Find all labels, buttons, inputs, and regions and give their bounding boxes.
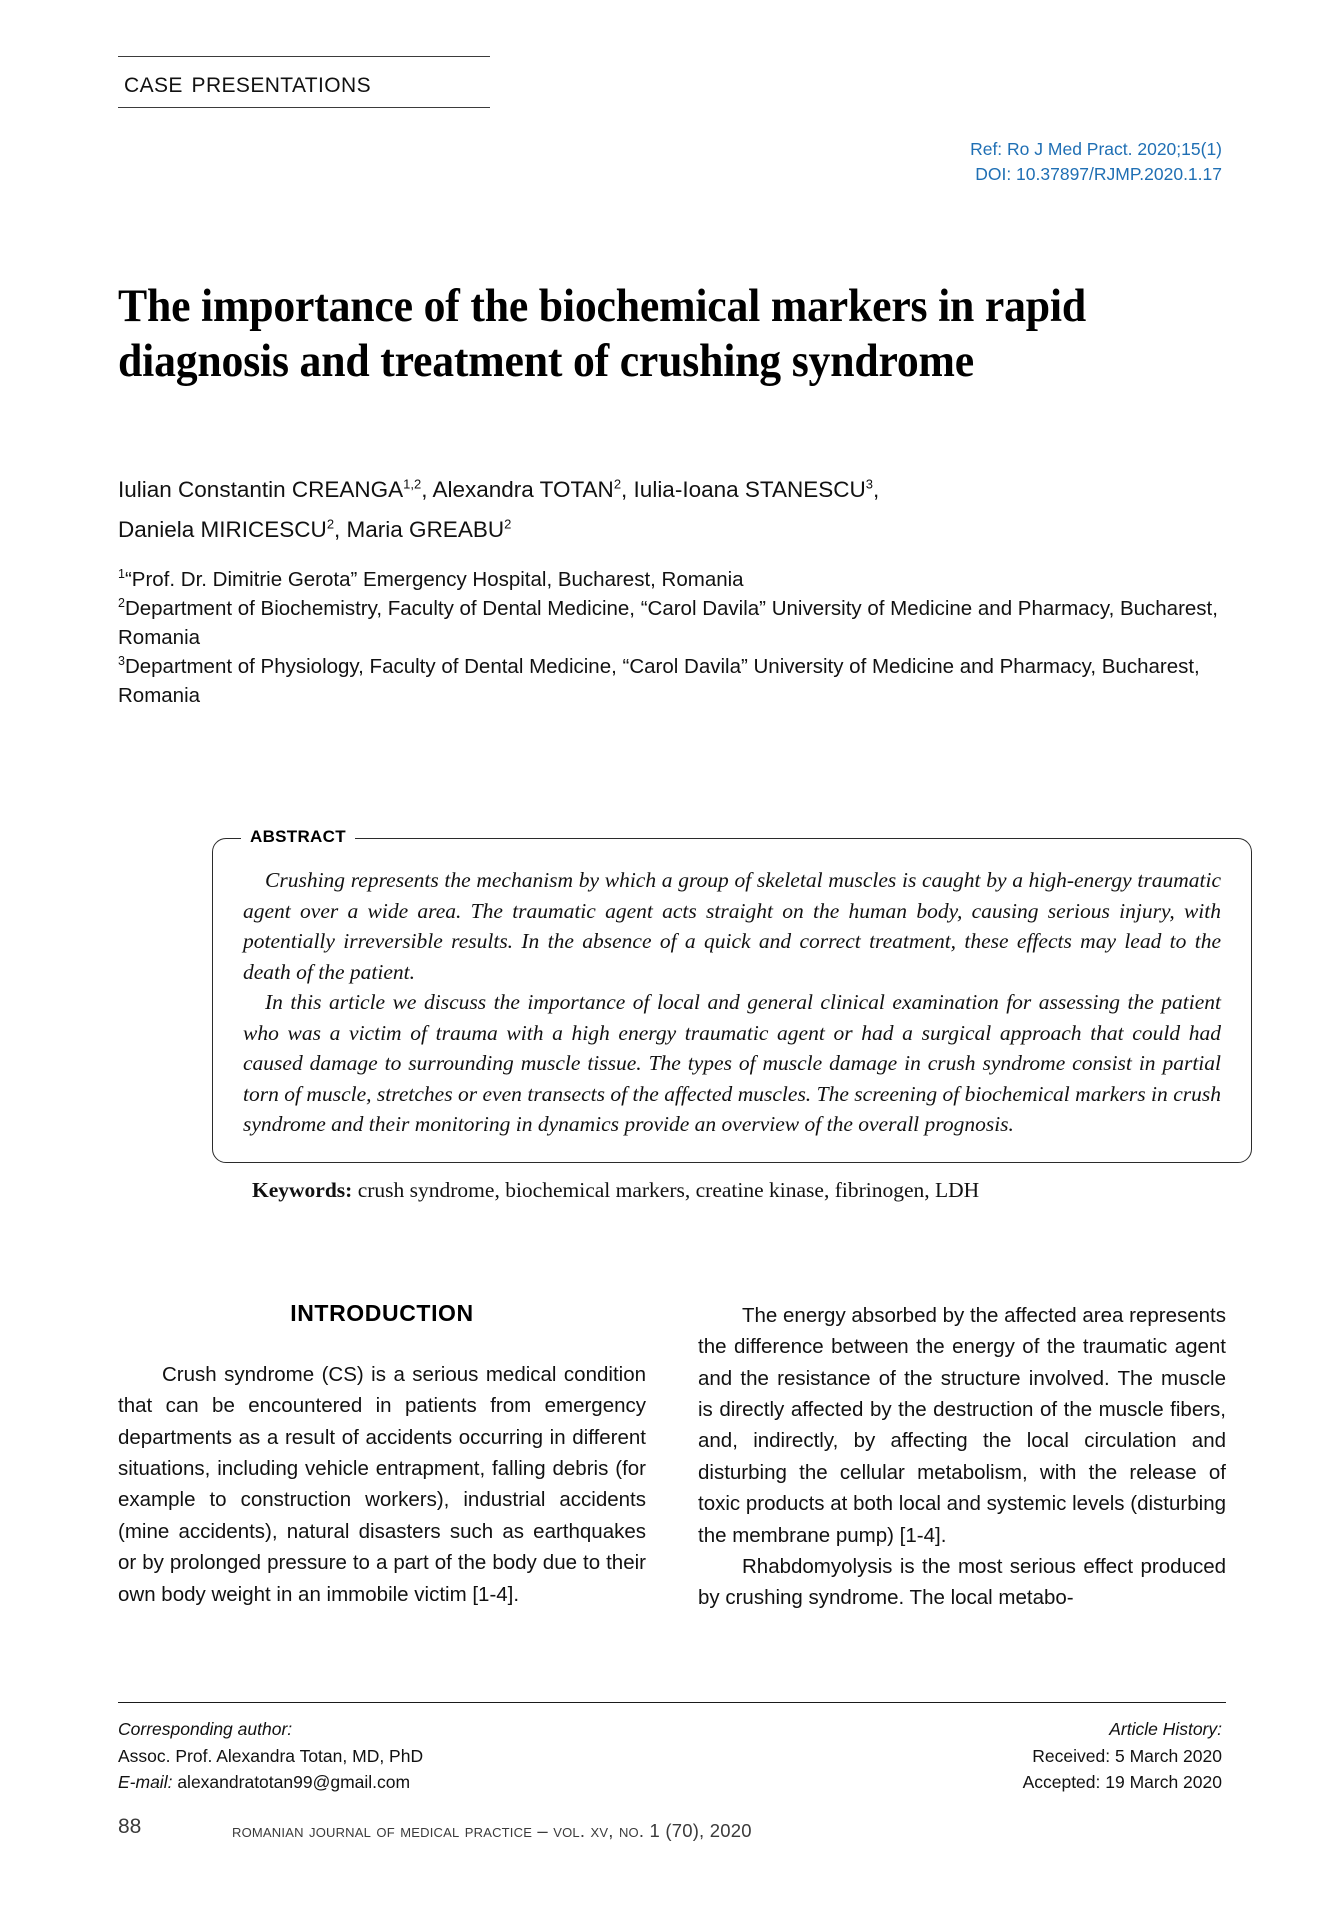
right-column-paragraph-2: Rhabdomyolysis is the most serious effect produced by crushing syndrome. The local metabo- [698,1554,1226,1610]
page-title: The importance of the biochemical markers in rapid diagnosis and treatment of crushing syndrome [118,280,1087,388]
author-separator-3: , [872,477,880,502]
reference-block [970,137,1222,188]
affiliation-3-marker: 3 [118,654,125,669]
page-number: 88 [118,1815,142,1838]
doi-reference[interactable]: DOI: 10.37897/RJMP.2020.1.17 [975,164,1222,185]
introduction-heading: INTRODUCTION [290,1300,474,1326]
body-columns [118,1300,1226,1614]
keywords-line [252,1178,1252,1203]
author-line-1 [118,470,1228,510]
article-accepted-date: Accepted: 19 March 2020 [1022,1772,1222,1793]
affiliation-3-text: Department of Physiology, Faculty of Dental Medicine, “Carol Davila” University of Medicine and Pharmacy, Bucharest, Romania [118,655,1200,708]
author-stanescu-affiliation-marker: 3 [865,476,873,492]
affiliation-2-text: Department of Biochemistry, Faculty of Dental Medicine, “Carol Davila” University of Medicine and Pharmacy, Bucharest, Romania [118,597,1218,650]
corresponding-author-block [118,1716,423,1796]
corresponding-author-name: Assoc. Prof. Alexandra Totan, MD, PhD [118,1745,424,1766]
journal-reference: Ref: Ro J Med Pract. 2020;15(1) [970,139,1222,159]
corresponding-author-email [118,1769,423,1796]
affiliation-2 [118,594,1228,652]
email-value[interactable]: alexandratotan99@gmail.com [177,1772,411,1793]
author-separator-1: , Alexandra TOTAN [421,477,614,502]
abstract-legend: abstract [241,823,355,847]
abstract-box [212,821,1252,1163]
footnote-divider [118,1702,1226,1703]
affiliation-1-text: “Prof. Dr. Dimitrie Gerota” Emergency Hospital, Bucharest, Romania [124,568,744,591]
affiliation-2-marker: 2 [118,596,125,611]
author-totan-affiliation-marker: 2 [613,476,622,492]
author-separator-2: , Iulia-Ioana STANESCU [621,477,866,502]
corresponding-author-label-text: Corresponding author: [118,1719,293,1739]
affiliation-1-marker: 1 [118,567,125,582]
abstract-paragraph-1: Crushing represents the mechanism by which a group of skeletal muscles is caught by a high-energy traumatic agent over a wide area. The traumatic agent acts straight on the human body, causing serious injury, with potentially irreversible results. In the absence of a quick and correct treatment, these effects may lead to the death of the patient. [243,868,1221,984]
journal-footer-line: romanian journal of medical practice – vol. xv, no. 1 (70), 2020 [232,1820,752,1841]
article-history-block [1023,1716,1222,1796]
section-header-label: case presentations [124,66,371,99]
keywords-value: crush syndrome, biochemical markers, creatine kinase, fibrinogen, LDH [357,1178,980,1202]
section-header [118,56,490,108]
author-list [118,470,1228,550]
author-creanga-affiliation-marker: 1,2 [403,476,422,492]
article-received-date: Received: 5 March 2020 [1032,1745,1222,1766]
affiliation-1 [118,565,1228,594]
author-separator-4: , Maria GREABU [334,517,505,543]
abstract-body [243,865,1221,1140]
affiliation-list [118,565,1228,711]
email-label: E-mail: [118,1772,173,1793]
author-creanga: Iulian Constantin CREANGA [118,477,404,502]
left-column-paragraph-1: Crush syndrome (CS) is a serious medical condition that can be encountered in patients from emergency departments as a result of accidents occurring in different situations, including vehicle entrapment, falling debris (for example to construction workers), industrial accidents (mine accidents), natural disasters such as earthquakes or by prolonged pressure to a part of the body due to their own body weight in an immobile victim [1-4]. [118,1363,646,1606]
left-column [118,1300,646,1614]
article-history-label [1023,1716,1222,1743]
right-column [698,1300,1226,1614]
abstract-paragraph-2: In this article we discuss the importance of local and general clinical examination for assessing the patient who was a victim of trauma with a high energy traumatic agent or had a surgical approach that could had caused damage to surrounding muscle tissue. The types of muscle damage in crush syndrome consist in partial torn of muscle, stretches or even transects of the affected muscles. The screening of biochemical markers in crush syndrome and their monitoring in dynamics provide an overview of the overall prognosis. [243,990,1221,1137]
keywords-label: Keywords: [252,1178,353,1202]
author-miricescu-affiliation-marker: 2 [326,516,335,532]
author-greabu-affiliation-marker: 2 [504,516,512,532]
corresponding-author-label [118,1716,423,1743]
author-miricescu: Daniela MIRICESCU [118,517,327,543]
author-line-2 [118,510,1228,550]
header-rule-bottom [118,107,490,108]
right-column-paragraph-1: The energy absorbed by the affected area represents the difference between the energy of the traumatic agent and the resistance of the structure involved. The muscle is directly affected by the destruction of the muscle fibers, and, indirectly, by affecting the local circulation and disturbing the cellular metabolism, with the release of toxic products at both local and systemic levels (disturbing the membrane pump) [1-4]. [698,1304,1226,1547]
article-history-label-text: Article History: [1109,1719,1222,1739]
affiliation-3 [118,652,1228,710]
